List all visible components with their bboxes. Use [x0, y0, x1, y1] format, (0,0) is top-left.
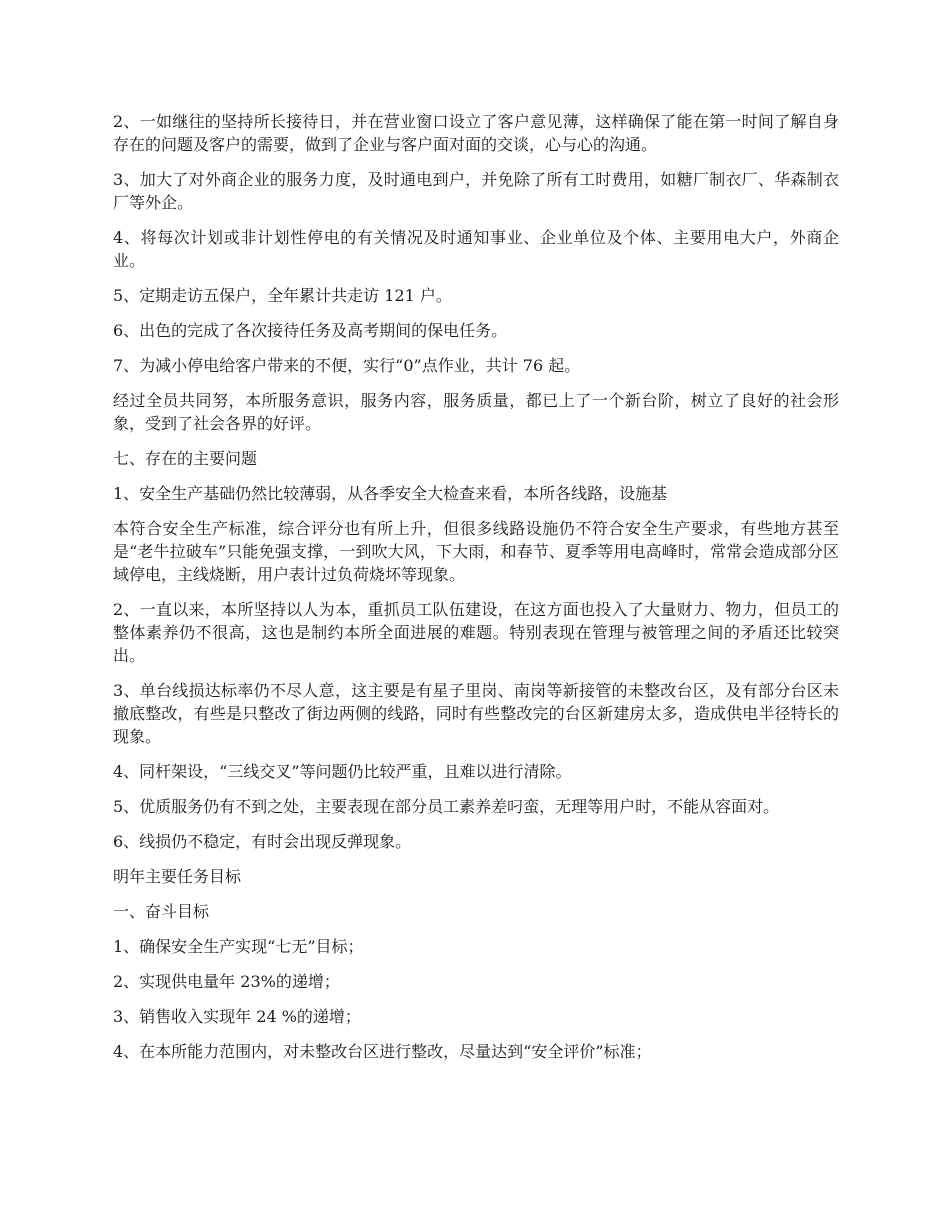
paragraph-visits: 5、定期走访五保户，全年累计共走访 121 户。: [113, 286, 452, 305]
goal-supply-growth: 2、实现供电量年 23%的递增；: [113, 972, 340, 991]
goal-safety: 1、确保安全生产实现“七无”目标；: [113, 937, 364, 956]
paragraph-outage-notice: 4、将每次计划或非计划性停电的有关情况及时通知事业、企业单位及个体、主要用电大户，外商企业。: [113, 228, 839, 270]
subsection-heading-targets: 一、奋斗目标: [113, 902, 210, 921]
paragraph-safety-foundation: 1、安全生产基础仍然比较薄弱，从各季安全大检查来看，本所各线路，设施基: [113, 484, 668, 503]
paragraph-reception-tasks: 6、出色的完成了各次接待任务及高考期间的保电任务。: [113, 321, 508, 340]
paragraph-service-reception: 2、一如继往的坚持所长接待日，并在营业窗口设立了客户意见薄，这样确保了能在第一时间了解自身存在的问题及客户的需要，做到了企业与客户面对面的交谈，心与心的沟通。: [113, 112, 839, 154]
paragraph-line-loss-rate: 3、单台线损达标率仍不尽人意，这主要是有星子里岗、南岗等新接管的未整改台区，及有部分台区未撤底整改，有些是只整改了街边两侧的线路，同时有些整改完的台区新建房太多，造成供电半径特长的现象。: [113, 681, 839, 746]
paragraph-service-quality: 5、优质服务仍有不到之处，主要表现在部分员工素养差叼蛮，无理等用户时，不能从容面对。: [113, 797, 780, 816]
section-heading-next-year-goals: 明年主要任务目标: [113, 867, 242, 886]
paragraph-service-summary: 经过全员共同努，本所服务意识，服务内容，服务质量，都已上了一个新台阶，树立了良好的社会形象，受到了社会各界的好评。: [113, 391, 839, 433]
goal-revenue-growth: 3、销售收入实现年 24 %的递增；: [113, 1007, 361, 1026]
paragraph-safety-details: 本符合安全生产标准，综合评分也有所上升，但很多线路设施仍不符合安全生产要求，有些地方甚至是“老牛拉破车”只能免强支撑，一到吹大风，下大雨，和春节、夏季等用电高峰时，常常会造成部分区域停电，主线烧断，用户表计过负荷烧坏等现象。: [113, 519, 839, 584]
document-page: [113, 110, 839, 1075]
paragraph-foreign-enterprise-service: 3、加大了对外商企业的服务力度，及时通电到户，并免除了所有工时费用，如糖厂制衣厂、华森制衣厂等外企。: [113, 170, 839, 212]
paragraph-staff-quality: 2、一直以来，本所坚持以人为本，重抓员工队伍建设，在这方面也投入了大量财力、物力，但员工的整体素养仍不很高，这也是制约本所全面进展的难题。特别表现在管理与被管理之间的矛盾还比较突出。: [113, 600, 839, 665]
paragraph-zero-point-work: 7、为减小停电给客户带来的不便，实行“0”点作业，共计 76 起。: [113, 356, 581, 375]
paragraph-shared-poles: 4、同杆架设，“三线交叉”等问题仍比较严重，且难以进行清除。: [113, 762, 572, 781]
paragraph-line-loss-unstable: 6、线损仍不稳定，有时会出现反弹现象。: [113, 832, 412, 851]
goal-rectification: 4、在本所能力范围内，对未整改台区进行整改，尽量达到“安全评价”标准；: [113, 1042, 652, 1061]
section-heading-problems: 七、存在的主要问题: [113, 449, 258, 468]
